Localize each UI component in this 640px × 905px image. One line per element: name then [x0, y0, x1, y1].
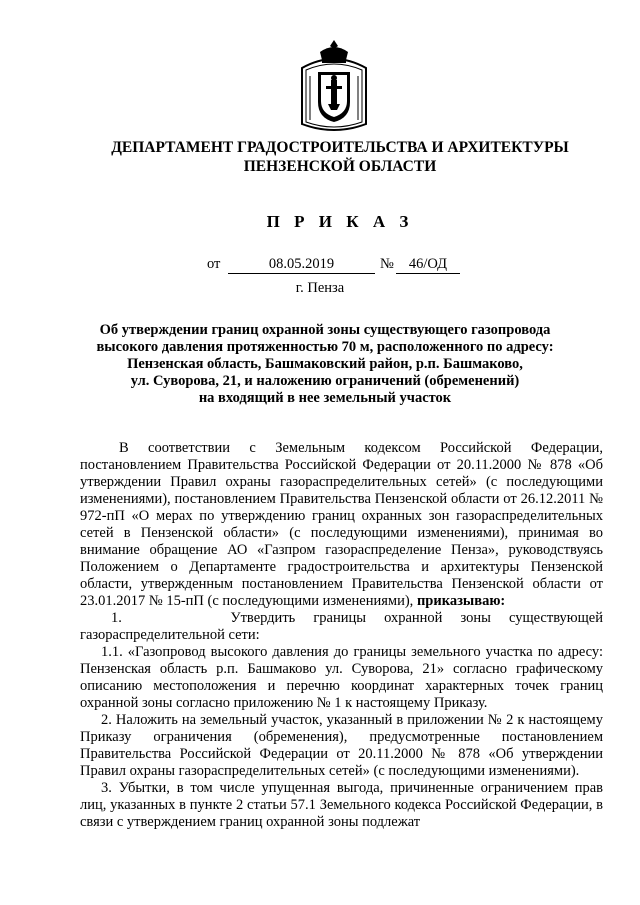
- number-prefix: №: [380, 256, 394, 272]
- item-2: 2. Наложить на земельный участок, указанный в приложении № 2 к настоящему Приказу ограничения (обременения), предусмотренные постановлением Правительства Российской Федерации от 20.11.2000 № 878 «Об утверждении Правил охраны газораспределительных сетей» (с последующими изменениями).: [80, 712, 603, 779]
- intro-text: В соответствии с Земельным кодексом Российской Федерации, постановлением Правительства Российской Федерации от 20.11.2000 № 878 «Об утверждении Правил охраны газораспределительных сетей» (с последующими изменениями), постановлением Правительства Пензенской области от 26.12.2011 № 972-пП «О мерах по утверждению границ охранных зон газораспределительных сетей в Пензенской области» (с последующими изменениями), принимая во внимание обращение АО «Газпром газораспределение Пенза», руководствуясь Положением о Департаменте градостроительства и архитектуры Пензенской области, утвержденным постановлением Правительства Пензенской области от 23.01.2017 № 15-пП (с последующими изменениями),: [80, 440, 603, 609]
- order-verb: приказываю: [416, 593, 501, 609]
- document-type-heading: П Р И К А З: [266, 212, 414, 231]
- title-line: Об утверждении границ охранной зоны существующего газопровода: [99, 322, 551, 338]
- item-1: 1. Утвердить границы охранной зоны существующей газораспределительной сети:: [80, 610, 603, 643]
- order-details: [0, 256, 640, 276]
- item-3: 3. Убытки, в том числе упущенная выгода, причиненные ограничением прав лиц, указанных в пункте 2 статьи 57.1 Земельного кодекса Российской Федерации, в связи с утверждением границ охранной зоны подлежат: [80, 780, 603, 830]
- city-name: г. Пенза: [295, 280, 345, 296]
- department-name-line1: ДЕПАРТАМЕНТ ГРАДОСТРОИТЕЛЬСТВА И АРХИТЕКТУРЫ: [111, 139, 569, 156]
- order-verb-colon: :: [500, 593, 506, 609]
- title-line: ул. Суворова, 21, и наложению ограничений (обременений): [130, 373, 520, 389]
- item-1-1: 1.1. «Газопровод высокого давления до границы земельного участка по адресу: Пензенская область р.п. Башмаково ул. Суворова, 21» согласно графическому описанию местоположения и перечню координат характерных точек границ охранной зоны согласно приложению № 1 к настоящему Приказу.: [80, 644, 603, 711]
- document-body: [80, 440, 603, 831]
- coat-of-arms-icon: [298, 38, 370, 134]
- department-name-line2: ПЕНЗЕНСКОЙ ОБЛАСТИ: [243, 158, 437, 175]
- order-date: 08.05.2019: [228, 256, 375, 274]
- title-line: высокого давления протяженностью 70 м, расположенного по адресу:: [96, 339, 554, 355]
- intro-paragraph: [80, 440, 603, 610]
- title-line: Пензенская область, Башмаковский район, р.п. Башмаково,: [127, 356, 523, 372]
- document-title: [80, 322, 570, 407]
- date-prefix: от: [207, 256, 221, 272]
- order-number: 46/ОД: [396, 256, 460, 274]
- title-line: на входящий в нее земельный участок: [198, 390, 452, 406]
